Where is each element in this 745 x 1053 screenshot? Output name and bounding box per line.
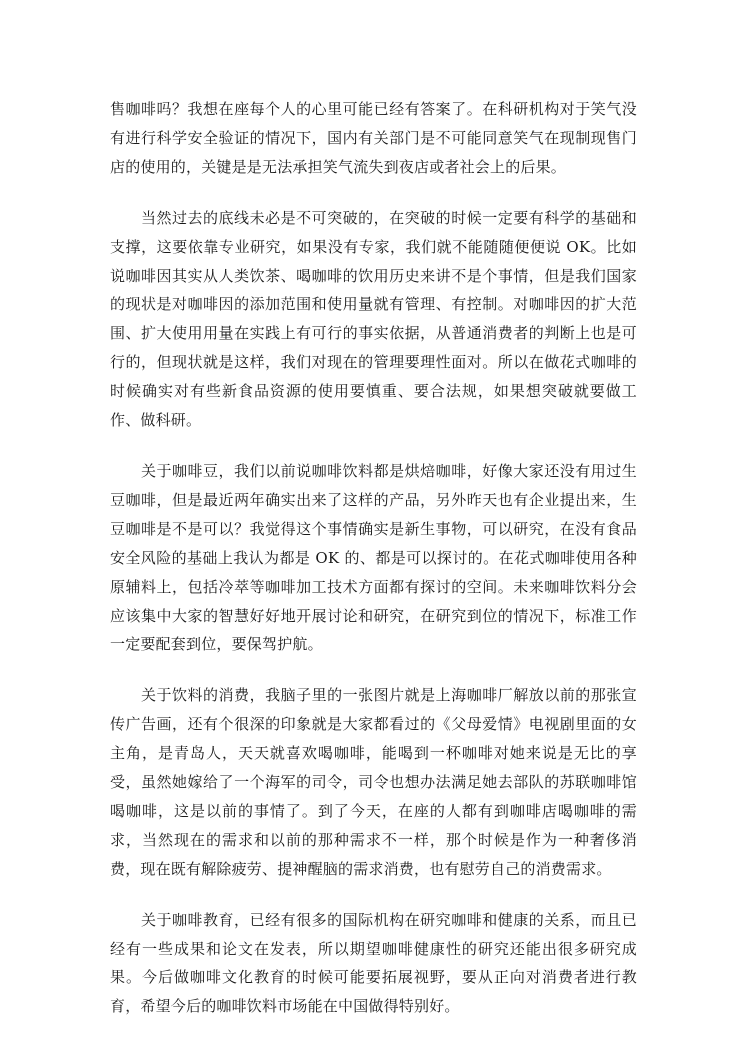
body-paragraph-4: 关于饮料的消费，我脑子里的一张图片就是上海咖啡厂解放以前的那张宣传广告画，还有个很深的印象就是大家都看过的《父母爱情》电视剧里面的女主角，是青岛人，天天就喜欢喝咖啡，能喝到一杯咖啡对她来说是无比的享受，虽然她嫁给了一个海军的司令，司令也想办法满足她去部队的苏联咖啡馆喝咖啡，这是以前的事情了。到了今天，在座的人都有到咖啡店喝咖啡的需求，当然现在的需求和以前的那种需求不一样，那个时候是作为一种奢侈消费，现在既有解除疲劳、提神醒脑的需求消费，也有慰劳自己的消费需求。 <box>110 686 637 878</box>
body-paragraph-5: 关于咖啡教育，已经有很多的国际机构在研究咖啡和健康的关系，而且已经有一些成果和论文在发表，所以期望咖啡健康性的研究还能出很多研究成果。今后做咖啡文化教育的时候可能要拓展视野，要从正向对消费者进行教育，希望今后的咖啡饮料市场能在中国做得特别好。 <box>110 910 637 1016</box>
body-paragraph-1: 售咖啡吗？我想在座每个人的心里可能已经有答案了。在科研机构对于笑气没有进行科学安全验证的情况下，国内有关部门是不可能同意笑气在现制现售门店的使用的，关键是是无法承担笑气流失到夜店或者社会上的后果。 <box>110 100 637 176</box>
body-paragraph-3: 关于咖啡豆，我们以前说咖啡饮料都是烘焙咖啡，好像大家还没有用过生豆咖啡，但是最近两年确实出来了这样的产品，另外昨天也有企业提出来，生豆咖啡是不是可以？我觉得这个事情确实是新生事物，可以研究，在没有食品安全风险的基础上我认为都是 OK 的、都是可以探讨的。在花式咖啡使用各种原辅料上，包括冷萃等咖啡加工技术方面都有探讨的空间。未来咖啡饮料分会应该集中大家的智慧好好地开展讨论和研究，在研究到位的情况下，标准工作一定要配套到位，要保驾护航。 <box>110 461 637 654</box>
body-paragraph-2: 当然过去的底线未必是不可突破的，在突破的时候一定要有科学的基础和支撑，这要依靠专业研究，如果没有专家，我们就不能随随便便说 OK。比如说咖啡因其实从人类饮茶、喝咖啡的饮用历史来讲不是个事情，但是我们国家的现状是对咖啡因的添加范围和使用量就有管理、有控制。对咖啡因的扩大范围、扩大使用用量在实践上有可行的事实依据，从普通消费者的判断上也是可行的，但现状就是这样，我们对现在的管理要理性面对。所以在做花式咖啡的时候确实对有些新食品资源的使用要慎重、要合法规，如果想突破就要做工作、做科研。 <box>110 208 637 430</box>
